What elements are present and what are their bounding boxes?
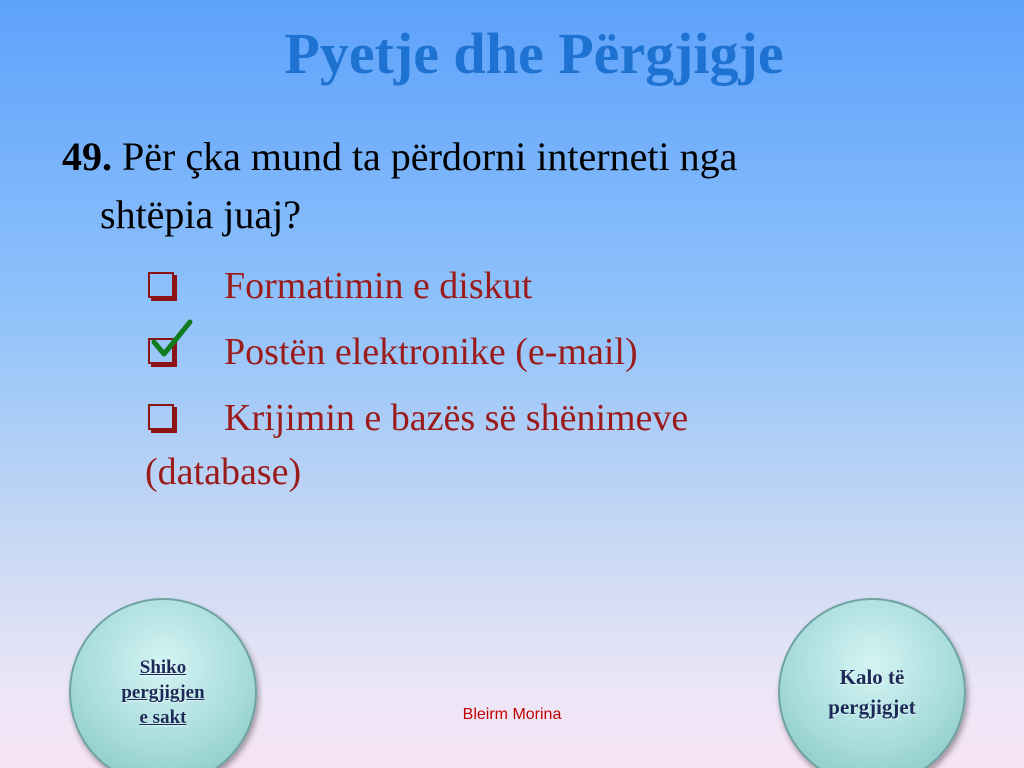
question-text-line2: shtëpia juaj? [100, 192, 302, 237]
show-correct-answer-button[interactable] [69, 598, 257, 768]
answer-option-3[interactable] [148, 394, 688, 442]
show-answer-label-line2: pergjigjen [121, 681, 205, 703]
question [62, 128, 962, 244]
checkbox-icon[interactable] [148, 272, 174, 298]
slide-title: Pyetje dhe Përgjigje [284, 21, 784, 86]
show-answer-label-line1: Shiko [139, 656, 187, 678]
answer-option-2[interactable] [148, 328, 638, 376]
question-number: 49. [62, 134, 112, 179]
checkbox-icon[interactable] [148, 338, 174, 364]
show-answer-label-line3: e sakt [139, 706, 187, 728]
next-label-line2: pergjigjet [828, 695, 916, 719]
next-answers-button[interactable] [778, 598, 966, 768]
answer-label-3: Krijimin e bazës së shënimeve [224, 397, 689, 439]
footer-author: Bleirm Morina [462, 706, 562, 723]
question-text-line1: Për çka mund ta përdorni interneti nga [112, 134, 738, 179]
answer-label-1: Formatimin e diskut [224, 265, 533, 307]
next-label-line1: Kalo të [839, 665, 905, 689]
answer-label-2: Postën elektronike (e-mail) [224, 331, 638, 373]
answer-option-1[interactable] [148, 262, 532, 310]
checkmark-icon [150, 318, 194, 362]
answer-label-3-continued: (database) [145, 451, 302, 493]
checkbox-icon[interactable] [148, 404, 174, 430]
